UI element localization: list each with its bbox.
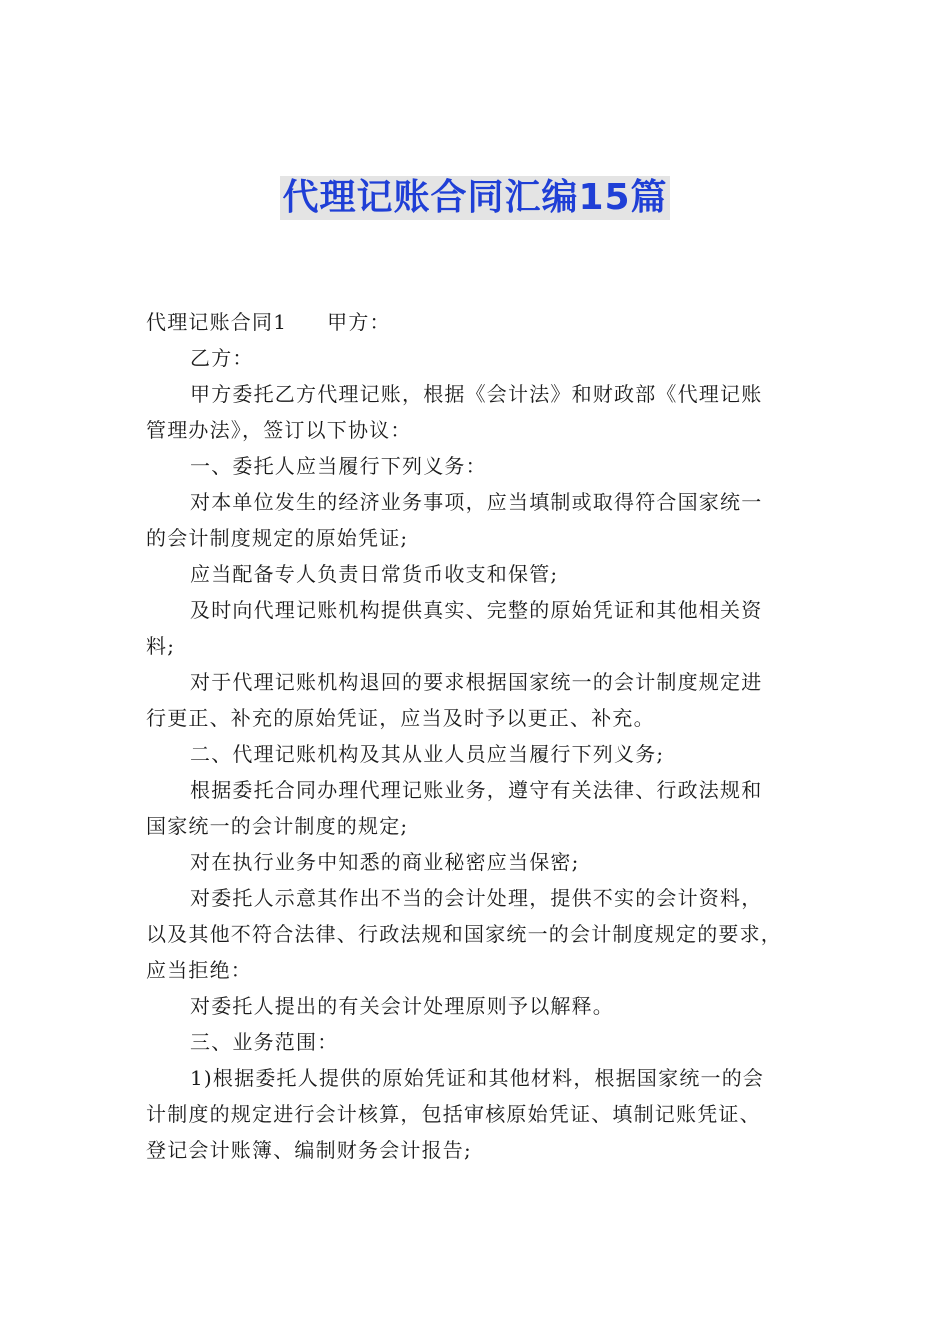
paragraph-line: 国家统一的会计制度的规定;	[146, 814, 409, 838]
paragraph-line: 应当拒绝：	[146, 958, 252, 982]
paragraph-line: 的会计制度规定的原始凭证;	[146, 526, 409, 550]
section-heading: 三、业务范围：	[190, 1030, 339, 1054]
paragraph-line: 对委托人提出的有关会计处理原则予以解释。	[190, 994, 614, 1018]
paragraph-line: 行更正、补充的原始凭证，应当及时予以更正、补充。	[146, 706, 655, 730]
paragraph-line: 及时向代理记账机构提供真实、完整的原始凭证和其他相关资	[190, 598, 763, 622]
paragraph-line: 应当配备专人负责日常货币收支和保管;	[190, 562, 559, 586]
paragraph-line: 料;	[146, 634, 176, 658]
paragraph-line: 管理办法》，签订以下协议：	[146, 418, 412, 442]
paragraph-line: 对在执行业务中知悉的商业秘密应当保密;	[190, 850, 580, 874]
paragraph-line: 对本单位发生的经济业务事项，应当填制或取得符合国家统一	[190, 490, 763, 514]
section-heading: 一、委托人应当履行下列义务：	[190, 454, 487, 478]
paragraph-line	[146, 304, 826, 340]
paragraph-line: 计制度的规定进行会计核算，包括审核原始凭证、填制记账凭证、	[146, 1102, 761, 1126]
paragraph-line: 1)根据委托人提供的原始凭证和其他材料，根据国家统一的会	[190, 1066, 765, 1090]
document-body	[146, 304, 826, 1168]
party-b-label: 乙方：	[190, 346, 254, 370]
paragraph-line: 登记会计账簿、编制财务会计报告;	[146, 1138, 472, 1162]
document-title: 代理记账合同汇编15篇	[282, 177, 668, 218]
party-a-label: 甲方：	[327, 310, 391, 334]
contract-heading: 代理记账合同1	[146, 310, 288, 334]
paragraph-line: 根据委托合同办理代理记账业务，遵守有关法律、行政法规和	[190, 778, 763, 802]
paragraph-line: 对于代理记账机构退回的要求根据国家统一的会计制度规定进	[190, 670, 763, 694]
section-heading: 二、代理记账机构及其从业人员应当履行下列义务;	[190, 742, 665, 766]
title-container	[0, 176, 950, 220]
paragraph-line: 以及其他不符合法律、行政法规和国家统一的会计制度规定的要求，	[146, 922, 782, 946]
paragraph-line: 甲方委托乙方代理记账，根据《会计法》和财政部《代理记账	[190, 382, 763, 406]
paragraph-line: 对委托人示意其作出不当的会计处理，提供不实的会计资料，	[190, 886, 763, 910]
